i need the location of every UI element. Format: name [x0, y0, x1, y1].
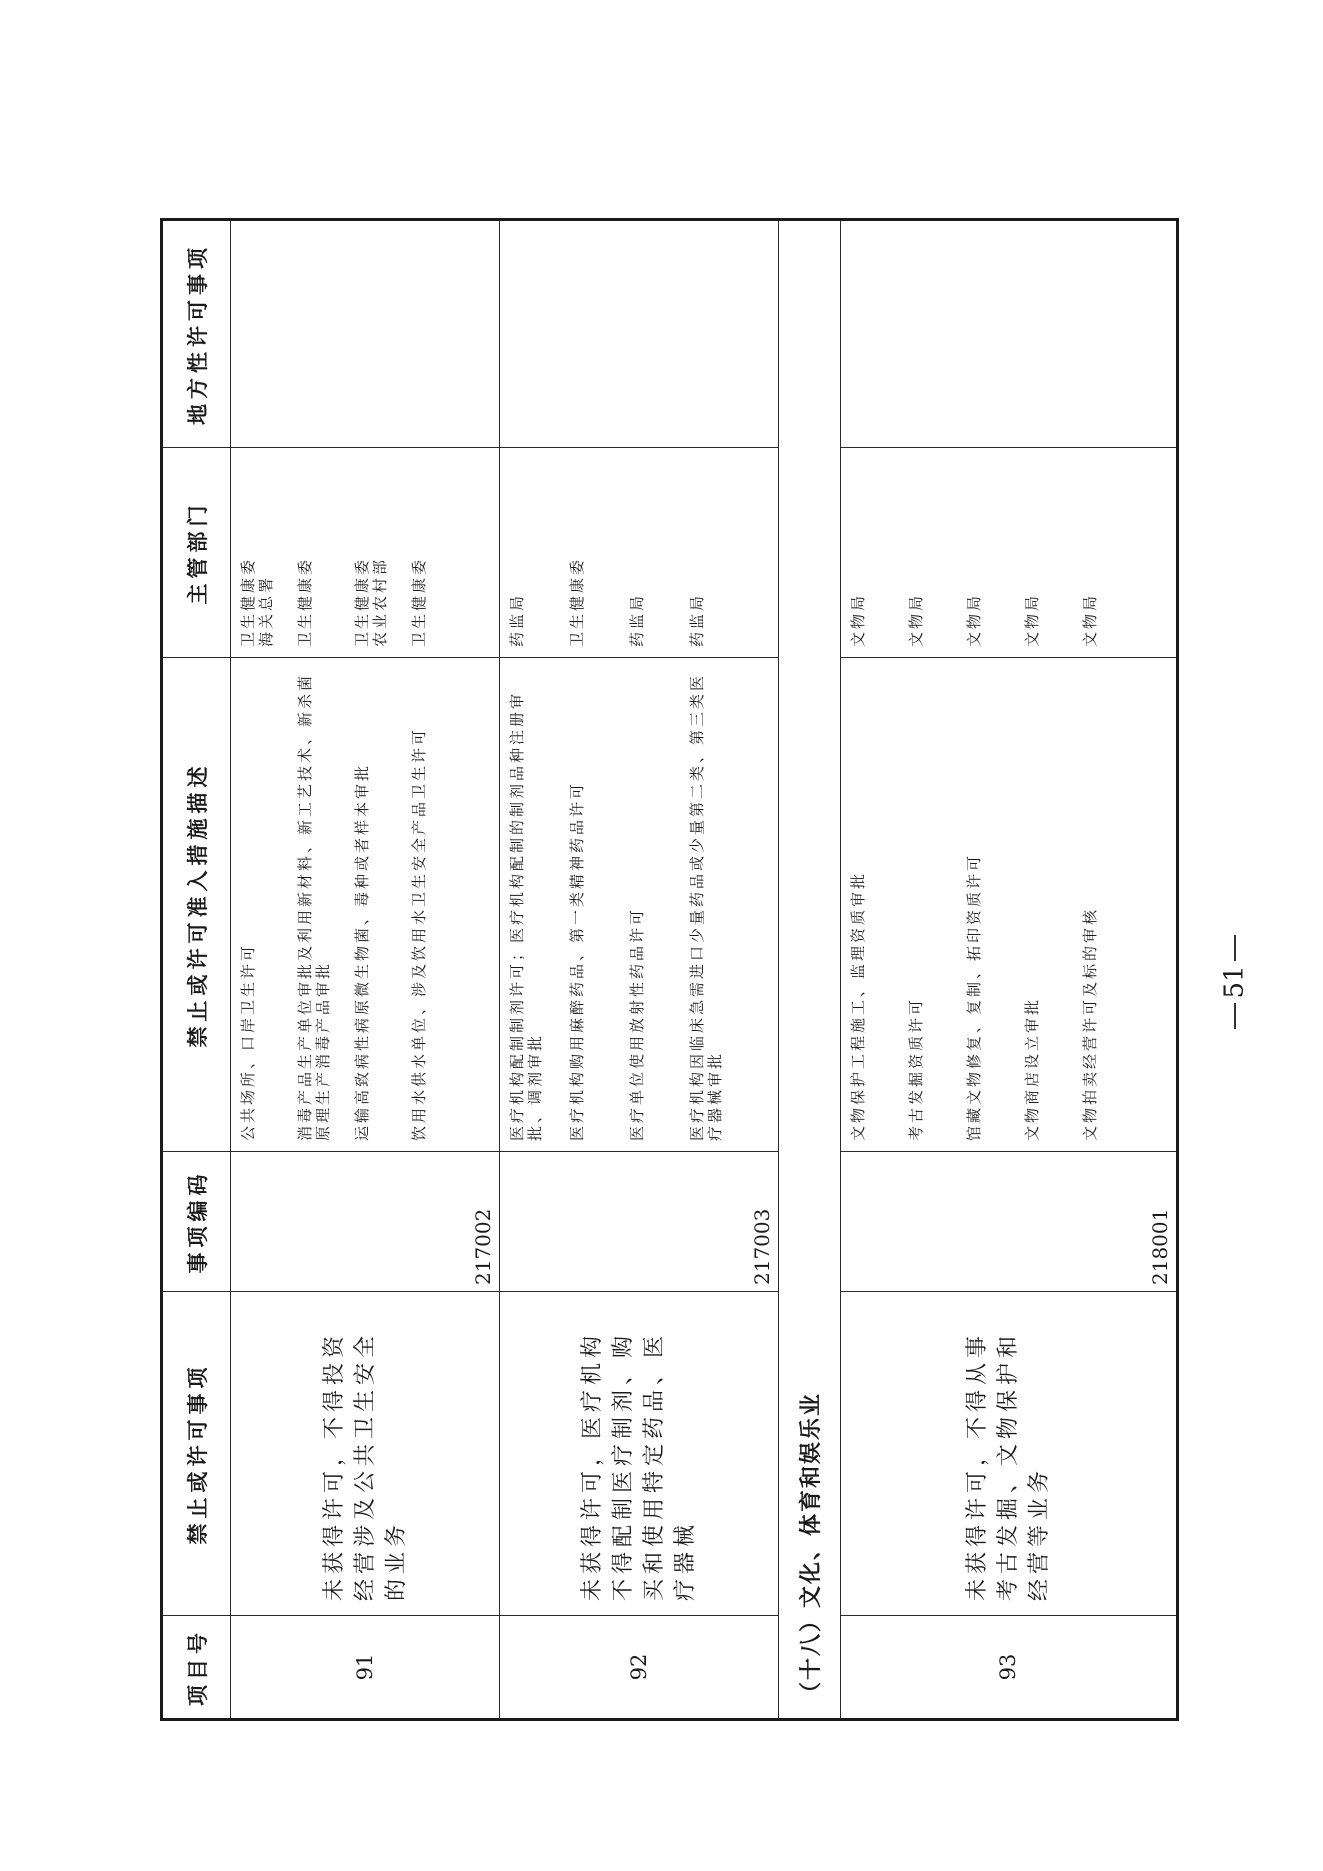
item-code-cell: 218001 — [840, 1152, 1177, 1292]
table-header-row — [162, 220, 231, 1720]
item-no-cell: 93 — [840, 1616, 1177, 1720]
header-local: 地方性许可事项 — [162, 220, 231, 448]
department-group — [1015, 448, 1073, 657]
header-item-no: 项目号 — [162, 1616, 231, 1720]
section-row — [779, 220, 840, 1720]
page-number-dash — [1234, 935, 1236, 961]
department-group — [680, 448, 740, 657]
measures-cell — [840, 658, 1177, 1152]
header-item-code: 事项编码 — [162, 1152, 231, 1292]
local-permit-cell — [840, 220, 1177, 448]
measure-item: 医疗机构配制制剂许可；医疗机构配制的制剂品种注册审批、调剂审批 — [508, 690, 545, 1141]
table-row — [840, 220, 1177, 1720]
section-title: （十八）文化、体育和娱乐业 — [779, 220, 840, 1720]
department-name: 文物局 — [848, 592, 867, 647]
measure-item: 考古发掘资质许可 — [906, 996, 925, 1141]
local-permit-cell — [500, 220, 779, 448]
department-name: 文物局 — [1022, 592, 1041, 647]
measure-item: 文物拍卖经营许可及标的审核 — [1080, 906, 1099, 1141]
department-name: 卫生健康委 — [410, 556, 428, 647]
department-group — [500, 448, 560, 657]
local-permit-cell — [231, 220, 500, 448]
measure-item: 公共场所、口岸卫生许可 — [239, 942, 257, 1141]
item-name-cell: 未获得许可，不得从事考古发掘、文物保护和经营等业务 — [840, 1292, 1177, 1616]
table-row — [231, 220, 500, 1720]
department-name: 药监局 — [508, 592, 527, 647]
measure-item: 馆藏文物修复、复制、拓印资质许可 — [964, 852, 983, 1141]
measure-item: 饮用水供水单位、涉及饮用水卫生安全产品卫生许可 — [410, 726, 428, 1141]
header-measures: 禁止或许可准入措施描述 — [162, 658, 231, 1152]
department-name: 药监局 — [628, 592, 647, 647]
item-name-cell: 未获得许可，医疗机构不得配制医疗制剂、购买和使用特定药品、医疗器械 — [500, 1292, 779, 1616]
table-row — [500, 220, 779, 1720]
department-name: 文物局 — [964, 592, 983, 647]
item-no-cell: 91 — [231, 1616, 500, 1720]
department-name: 文物局 — [1080, 592, 1099, 647]
department-name: 卫生健康委 — [353, 556, 371, 647]
measure-item: 文物商店设立审批 — [1022, 996, 1041, 1141]
department-name: 农业农村部 — [371, 556, 389, 647]
item-no-cell: 92 — [500, 1616, 779, 1720]
department-group — [620, 448, 680, 657]
item-code-cell: 217002 — [231, 1152, 500, 1292]
department-group — [288, 448, 345, 657]
department-name: 卫生健康委 — [239, 556, 257, 647]
measure-item: 医疗单位使用放射性药品许可 — [628, 906, 647, 1141]
department-group — [345, 448, 402, 657]
department-name: 卫生健康委 — [568, 556, 587, 647]
measure-item: 消毒产品生产单位审批及利用新材料、新工艺技术、新杀菌原理生产消毒产品审批 — [296, 672, 332, 1141]
department-group — [841, 448, 899, 657]
department-name: 文物局 — [906, 592, 925, 647]
department-group — [560, 448, 620, 657]
department-group — [957, 448, 1015, 657]
item-code-cell: 217003 — [500, 1152, 779, 1292]
permit-table — [160, 218, 1179, 1721]
measure-item: 医疗机构因临床急需进口少量药品或少量第二类、第三类医疗器械审批 — [688, 672, 725, 1141]
measures-cell — [231, 658, 500, 1152]
department-group — [402, 448, 459, 657]
page-number-dash — [1234, 1003, 1236, 1029]
measures-cell — [500, 658, 779, 1152]
department-name: 药监局 — [688, 592, 707, 647]
page-number — [1215, 929, 1255, 1035]
measure-item: 运输高致病性病原微生物菌、毒种或者样本审批 — [353, 762, 371, 1141]
rotated-table-container — [160, 221, 1179, 1721]
header-department: 主管部门 — [162, 448, 231, 658]
department-group — [231, 448, 288, 657]
measure-item: 医疗机构购用麻醉药品、第一类精神药品许可 — [568, 780, 587, 1141]
department-cell — [231, 448, 500, 658]
department-group — [899, 448, 957, 657]
header-item-name: 禁止或许可事项 — [162, 1292, 231, 1616]
department-group — [1073, 448, 1131, 657]
department-cell — [840, 448, 1177, 658]
department-name: 卫生健康委 — [296, 556, 314, 647]
measure-item: 文物保护工程施工、监理资质审批 — [848, 870, 867, 1141]
department-name: 海关总署 — [257, 574, 275, 647]
department-cell — [500, 448, 779, 658]
item-name-cell: 未获得许可，不得投资经营涉及公共卫生安全的业务 — [231, 1292, 500, 1616]
page-number-value: 51 — [1220, 965, 1250, 999]
